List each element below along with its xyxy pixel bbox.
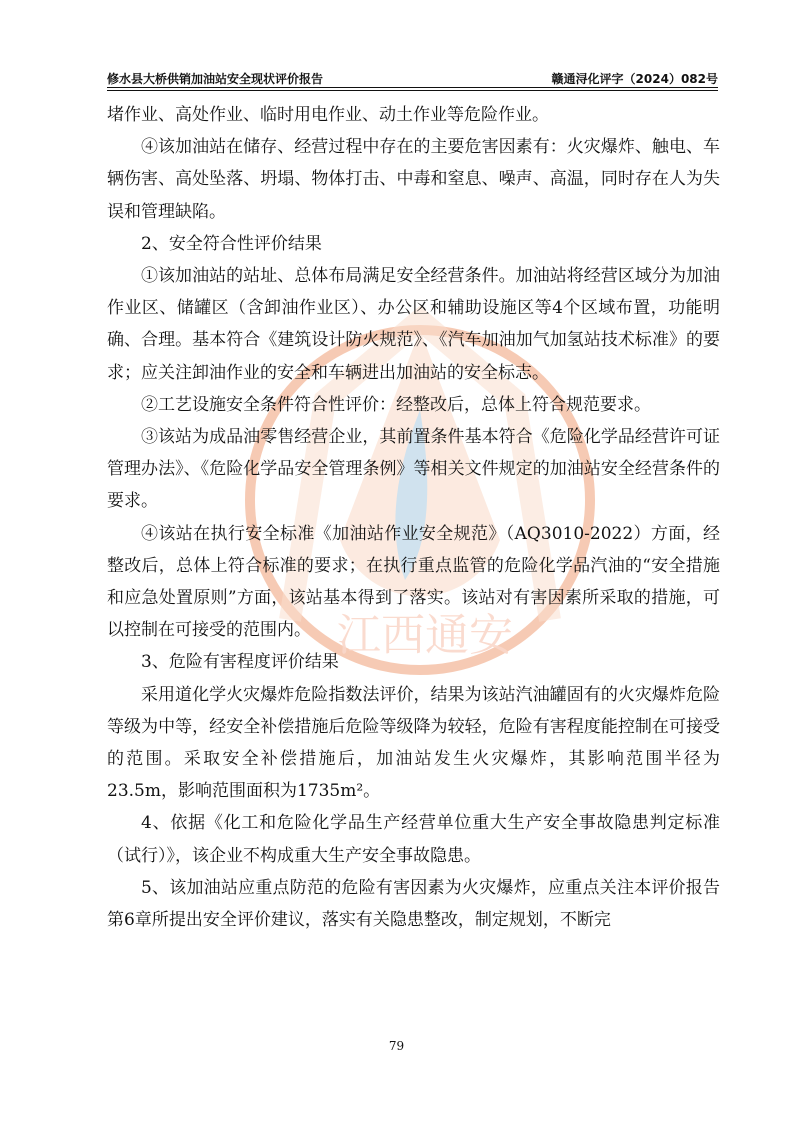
- header-rule-thin: [107, 90, 718, 91]
- header-report-title: 修水县大桥供销加油站安全现状评价报告: [107, 72, 324, 86]
- paragraph-hazard-factors: ④该加油站在储存、经营过程中存在的主要危害因素有：火灾爆炸、触电、车辆伤害、高处坠落、坍塌、物体打击、中毒和窒息、噪声、高温，同时存在人为失误和管理缺陷。: [107, 137, 720, 222]
- section-heading-compliance: 2、安全符合性评价结果: [141, 233, 322, 254]
- report-body: [107, 99, 720, 936]
- paragraph-standard-compliance: ④该站在执行安全标准《加油站作业安全规范》（AQ3010-2022）方面，经整改后，总体上符合标准的要求；在执行重点监管的危险化学品汽油的“安全措施和应急处置原则”方面，该站基本得到了落实。该站对有害因素所采取的措施，可以控制在可接受的范围内。: [107, 523, 720, 641]
- paragraph-major-hazard: 4、依据《化工和危险化学品生产经营单位重大生产安全事故隐患判定标准（试行）》，该企业不构成重大生产安全事故隐患。: [107, 813, 720, 866]
- watermark-text: 江西通安: [337, 610, 513, 661]
- paragraph-process-facilities: ②工艺设施安全条件符合性评价：经整改后，总体上符合规范要求。: [141, 394, 651, 415]
- paragraph-dow-index: 采用道化学火灾爆炸危险指数法评价，结果为该站汽油罐固有的火灾爆炸危险等级为中等，经安全补偿措施后危险等级降为较轻，危险有害程度能控制在可接受的范围。采取安全补偿措施后，加油站发生火灾爆炸，其影响范围半径为23.5m，影响范围面积为1735m²。: [107, 684, 720, 802]
- header-report-number: 赣通浔化评字（2024）082号: [551, 72, 718, 86]
- paragraph-key-prevention: 5、该加油站应重点防范的危险有害因素为火灾爆炸，应重点关注本评价报告第6章所提出安全评价建议，落实有关隐患整改，制定规划，不断完: [107, 877, 720, 931]
- section-heading-hazard-degree: 3、危险有害程度评价结果: [141, 652, 339, 673]
- paragraph-continuation: 堵作业、高处作业、临时用电作业、动土作业等危险作业。: [107, 105, 549, 125]
- header-rule-thick: [107, 87, 718, 88]
- paragraph-site-layout: ①该加油站的站址、总体布局满足安全经营条件。加油站将经营区域分为加油作业区、储罐区（含卸油作业区）、办公区和辅助设施区等4个区域布置，功能明确、合理。基本符合《建筑设计防火规范》、《汽车加油加气加氢站技术标准》的要求；应关注卸油作业的安全和车辆进出加油站的安全标志。: [107, 266, 720, 383]
- paragraph-precondition: ③该站为成品油零售经营企业，其前置条件基本符合《危险化学品经营许可证管理办法》、《危险化学品安全管理条例》等相关文件规定的加油站安全经营条件的要求。: [107, 427, 720, 512]
- page-number: 79: [388, 1039, 405, 1053]
